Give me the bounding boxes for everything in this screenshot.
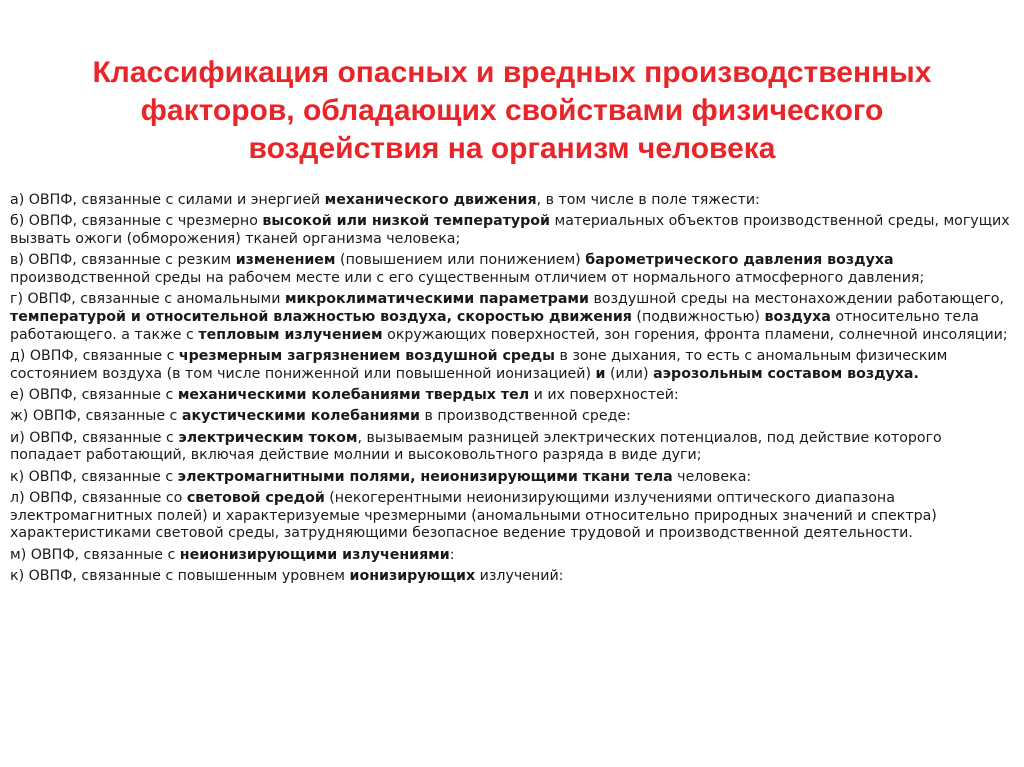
bold-text: воздуха: [764, 308, 831, 325]
text-run: воздушной среды на местонахождении работающего,: [588, 291, 1004, 308]
text-run: материальных объектов производственной среды, могущих вызвать ожоги (обморожения) тканей организма человека;: [10, 213, 1010, 247]
text-run: а) ОВПФ, связанные с силами и энергией: [10, 192, 325, 208]
text-run: в зоне дыхания, то есть с аномальным физическим состоянием воздуха (в том числе пониженной или повышенной ионизацией): [10, 347, 948, 382]
text-run: в производственной среде:: [419, 408, 631, 425]
list-item: [10, 192, 1014, 210]
text-run: относительно тела работающего. а также с: [10, 308, 979, 343]
text-run: окружающих поверхностей, зон горения, фронта пламени, солнечной инсоляции;: [382, 326, 1008, 343]
list-item: [10, 387, 1014, 405]
bold-text: акустическими колебаниями: [181, 408, 420, 425]
title-line-3: воздействия на организм человека: [248, 132, 776, 165]
text-run: е) ОВПФ, связанные с: [10, 386, 178, 403]
text-run: и их поверхностей:: [529, 386, 679, 403]
list-item: [10, 408, 1014, 426]
list-item: [10, 291, 1014, 344]
bold-text: чрезмерным загрязнением воздушной среды: [178, 347, 555, 364]
text-run: м) ОВПФ, связанные с: [10, 546, 180, 563]
bold-text: неионизирующими излучениями: [179, 546, 450, 563]
text-run: , вызываемым разницей электрических потенциалов, под действие которого попадает работающий, включая действие молнии и высоковольтного разряда в виде дуги;: [10, 429, 942, 464]
text-run: к) ОВПФ, связанные с: [10, 468, 178, 485]
text-run: производственной среды на рабочем месте или с его существенным отличием от нормального атмосферного давления;: [10, 269, 925, 286]
title-line-1: Классификация опасных и вредных производственных: [92, 56, 932, 89]
bold-text: электрическим током: [178, 429, 358, 446]
list-item: [10, 469, 1014, 487]
bold-text: ионизирующих: [349, 568, 476, 585]
title-line-2: факторов, обладающих свойствами физического: [140, 94, 884, 127]
bold-text: механического движения: [324, 192, 537, 208]
text-run: :: [449, 546, 455, 563]
factor-list: [10, 192, 1014, 589]
text-run: л) ОВПФ, связанные со: [10, 490, 187, 507]
text-run: излучений:: [475, 568, 564, 585]
bold-text: механическими колебаниями твердых тел: [177, 386, 530, 403]
list-item: [10, 348, 1014, 383]
bold-text: микроклиматическими параметрами: [284, 291, 589, 308]
text-run: , в том числе в поле тяжести:: [536, 192, 760, 208]
list-item: [10, 213, 1014, 248]
list-item: [10, 568, 1014, 586]
list-item: [10, 430, 1014, 465]
bold-text: световой средой: [186, 490, 325, 507]
text-run: к) ОВПФ, связанные с повышенным уровнем: [10, 568, 350, 585]
text-run: д) ОВПФ, связанные с: [10, 347, 179, 364]
bold-text: аэрозольным составом воздуха.: [653, 365, 919, 382]
text-run: (некогерентными неионизирующими излучениями оптического диапазона электромагнитных полей) и характеризуемые чрезмерными (аномальными относительно природных значений и спектра) характеристиками световой среды, затрудняющими безопасное ведение трудовой и производственной деятельности.: [10, 490, 937, 542]
bold-text: изменением: [235, 252, 336, 269]
text-run: человека:: [672, 468, 752, 485]
list-item: [10, 547, 1014, 565]
bold-text: электромагнитными полями, неионизирующими ткани тела: [177, 468, 673, 485]
list-item: [10, 252, 1014, 287]
bold-text: температурой и относительной влажностью воздуха, скоростью движения: [10, 308, 632, 325]
list-item: [10, 490, 1014, 543]
text-run: б) ОВПФ, связанные с чрезмерно: [10, 213, 263, 230]
text-run: (подвижностью): [631, 308, 765, 325]
bold-text: и: [595, 365, 606, 382]
bold-text: тепловым излучением: [198, 326, 383, 343]
bold-text: барометрического давления воздуха: [585, 252, 894, 269]
text-run: (повышением или понижением): [335, 252, 586, 269]
slide-title: [60, 54, 964, 168]
text-run: (или): [605, 365, 654, 382]
text-run: ж) ОВПФ, связанные с: [10, 408, 182, 425]
bold-text: высокой или низкой температурой: [262, 213, 550, 230]
text-run: в) ОВПФ, связанные с резким: [10, 252, 236, 269]
text-run: и) ОВПФ, связанные с: [10, 429, 179, 446]
text-run: г) ОВПФ, связанные с аномальными: [10, 291, 285, 308]
